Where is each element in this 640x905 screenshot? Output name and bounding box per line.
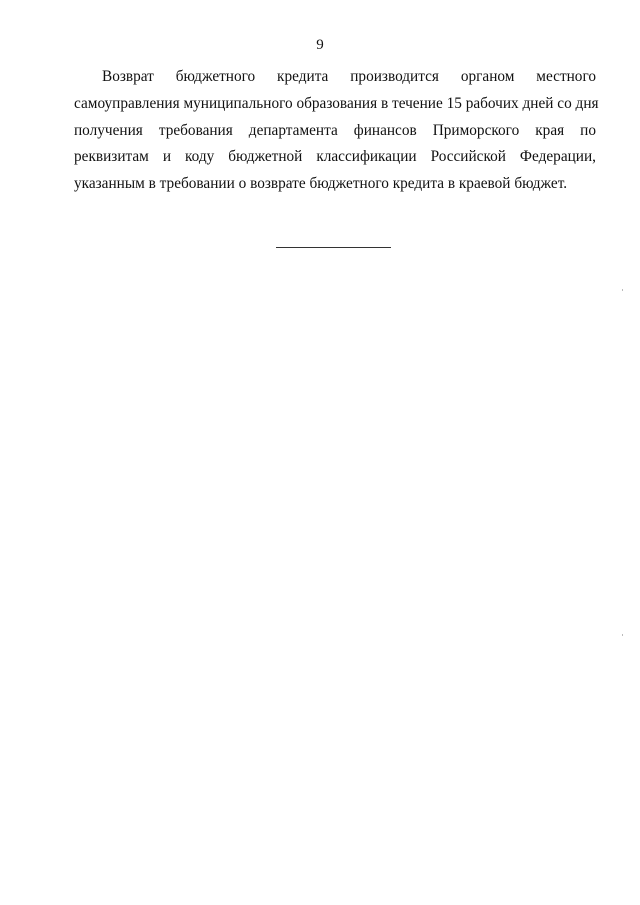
paragraph-line-3: получения требования департамента финансов Приморского края по	[74, 121, 596, 139]
scan-artifact	[622, 289, 623, 291]
paragraph-line-2: самоуправления муниципального образования в течение 15 рабочих дней со дня	[74, 94, 599, 112]
paragraph-line-4: реквизитам и коду бюджетной классификации Российской Федерации,	[74, 148, 596, 166]
paragraph-line-5: указанным в требовании о возврате бюджетного кредита в краевой бюджет.	[74, 175, 568, 193]
end-of-text-rule	[276, 247, 391, 248]
paragraph-line-1: Возврат бюджетного кредита производится органом местного	[102, 68, 596, 85]
page-number: 9	[316, 37, 324, 53]
body-paragraph	[74, 64, 599, 198]
scan-artifact	[622, 634, 623, 636]
